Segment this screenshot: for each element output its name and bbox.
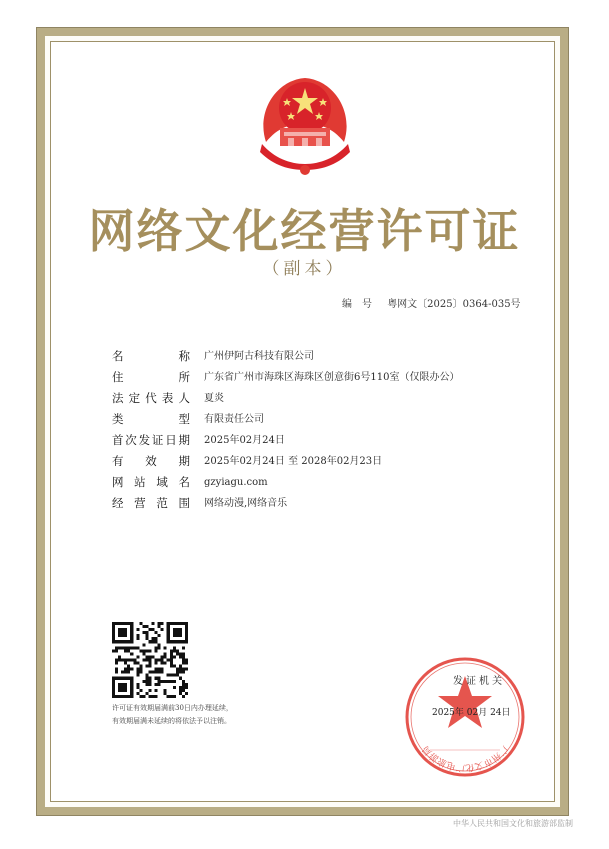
seal-text: 广州市文化广电旅游局 <box>420 743 510 773</box>
field-row-legal-rep <box>112 388 532 409</box>
field-row-address <box>112 367 532 388</box>
document-subtitle: （副本） <box>262 259 347 279</box>
note-line: 有效期届满未延续的将依法予以注销。 <box>112 717 231 725</box>
license-fields <box>112 346 532 514</box>
field-row-type <box>112 409 532 430</box>
field-value: 2025年02月24日 <box>204 435 285 446</box>
field-label: 名称 <box>112 349 190 363</box>
field-label: 住所 <box>112 370 190 384</box>
field-value: 网络动漫,网络音乐 <box>204 498 288 509</box>
field-label: 法定代表人 <box>112 391 190 405</box>
field-value: 2025年02月24日 至 2028年02月23日 <box>204 456 383 467</box>
field-value: gzyiagu.com <box>204 477 268 488</box>
footer-supervisor: 中华人民共和国文化和旅游部监制 <box>453 819 573 828</box>
issue-date: 2025年 02月 24日 <box>432 708 511 718</box>
field-row-name <box>112 346 532 367</box>
qr-code-icon[interactable] <box>112 622 188 698</box>
serial-label: 编号 <box>342 299 382 310</box>
field-label: 经营范围 <box>112 496 190 510</box>
field-value: 广东省广州市海珠区海珠区创意街6号110室（仅限办公） <box>204 372 460 383</box>
field-label: 网站域名 <box>112 475 190 489</box>
field-row-domain <box>112 472 532 493</box>
field-row-scope <box>112 493 532 514</box>
validity-note <box>112 702 233 728</box>
field-label: 首次发证日期 <box>112 433 190 447</box>
issuer-label: 发证机关 <box>453 676 505 687</box>
field-label: 类型 <box>112 412 190 426</box>
field-value: 夏炎 <box>204 393 224 404</box>
serial-number <box>342 295 521 310</box>
field-row-first-issue-date <box>112 430 532 451</box>
svg-text:广州市文化广电旅游局 <box>420 743 511 774</box>
note-line: 许可证有效期届满前30日内办理延续， <box>112 704 233 712</box>
field-label: 有效期 <box>112 454 190 468</box>
field-value: 广州伊阿古科技有限公司 <box>204 351 314 362</box>
document-title: 网络文化经营许可证 <box>88 204 521 258</box>
serial-value: 粤网文〔2025〕0364-035号 <box>387 299 521 310</box>
field-value: 有限责任公司 <box>204 414 264 425</box>
national-emblem-icon <box>254 72 356 176</box>
field-row-validity <box>112 451 532 472</box>
